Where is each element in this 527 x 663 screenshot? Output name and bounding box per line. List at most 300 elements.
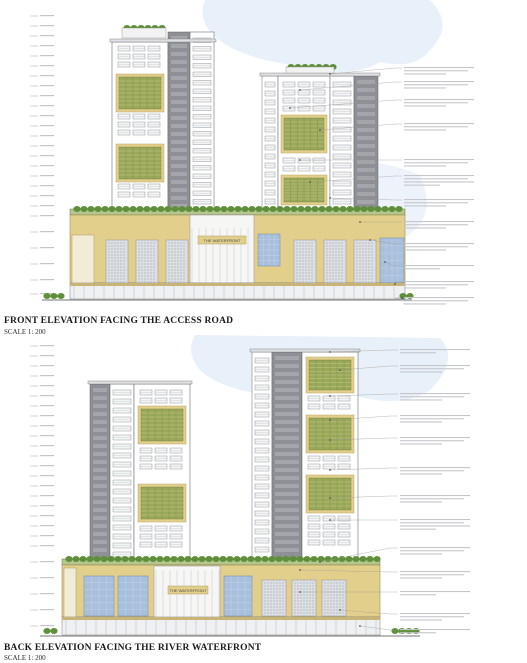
perforation-dot (356, 251, 357, 252)
perforation-dot (138, 245, 139, 246)
perforation-dot (302, 248, 303, 249)
perforation-dot (138, 263, 139, 264)
perforation-dot (359, 242, 360, 243)
perforation-dot (168, 242, 169, 243)
perforation-dot (171, 272, 172, 273)
level-label-line (40, 263, 54, 264)
perforation-dot (294, 612, 295, 613)
perforation-dot (332, 260, 333, 261)
podium-plants (325, 206, 332, 212)
perforation-dot (327, 585, 328, 586)
perforation-dot (123, 245, 124, 246)
perforation-dot (365, 260, 366, 261)
perforation-dot (339, 585, 340, 586)
perforation-dot (362, 254, 363, 255)
perforation-dot (296, 245, 297, 246)
annotation-note (404, 123, 474, 124)
perforation-dot (365, 266, 366, 267)
perforation-dot (117, 242, 118, 243)
leader-dot (329, 351, 331, 353)
level-label-line (40, 75, 54, 76)
perforation-dot (270, 594, 271, 595)
perforation-dot (327, 582, 328, 583)
perforation-dot (330, 588, 331, 589)
grey-core-band (171, 196, 187, 200)
perforation-dot (332, 254, 333, 255)
perforation-dot (305, 245, 306, 246)
leader-dot (329, 73, 331, 75)
perforation-dot (342, 600, 343, 601)
perforation-dot (114, 281, 115, 282)
perforation-dot (359, 281, 360, 282)
perforation-dot (305, 254, 306, 255)
podium-plants (311, 206, 318, 212)
perforation-dot (264, 594, 265, 595)
perforation-dot (141, 266, 142, 267)
perforation-dot (117, 263, 118, 264)
perforation-dot (336, 597, 337, 598)
perforation-dot (332, 272, 333, 273)
perforation-dot (141, 260, 142, 261)
perforation-dot (362, 272, 363, 273)
annotation-note (400, 421, 442, 422)
perforation-dot (330, 585, 331, 586)
annotation-note (404, 202, 468, 203)
perforation-dot (333, 603, 334, 604)
perforation-dot (147, 254, 148, 255)
perforation-dot (362, 242, 363, 243)
perforation-dot (306, 585, 307, 586)
perforation-dot (336, 603, 337, 604)
perforation-dot (371, 248, 372, 249)
grey-core-band (171, 132, 187, 136)
perforation-dot (324, 609, 325, 610)
perforation-dot (368, 245, 369, 246)
perforation-dot (305, 272, 306, 273)
annotation-note (404, 99, 474, 100)
perforation-dot (296, 275, 297, 276)
perforation-dot (329, 269, 330, 270)
perforation-dot (150, 278, 151, 279)
back-elevation-title: BACK ELEVATION FACING THE RIVER WATERFRONT (4, 643, 262, 653)
perforation-dot (338, 281, 339, 282)
perforation-dot (114, 251, 115, 252)
perforation-dot (150, 272, 151, 273)
perforation-dot (144, 248, 145, 249)
perforation-dot (368, 281, 369, 282)
perforation-dot (174, 251, 175, 252)
grey-core-band (171, 76, 187, 80)
perforation-dot (324, 588, 325, 589)
perforation-dot (183, 248, 184, 249)
perforation-dot (336, 588, 337, 589)
perforation-dot (299, 266, 300, 267)
perforation-dot (356, 242, 357, 243)
podium-plants (164, 206, 171, 212)
perforation-dot (299, 263, 300, 264)
perforation-dot (150, 257, 151, 258)
perforation-dot (111, 260, 112, 261)
perforation-dot (282, 597, 283, 598)
perforation-dot (330, 606, 331, 607)
perforation-dot (306, 612, 307, 613)
perforation-dot (371, 263, 372, 264)
perforation-dot (138, 242, 139, 243)
perforation-dot (332, 248, 333, 249)
leader-dot (289, 107, 291, 109)
perforation-dot (144, 278, 145, 279)
perforation-dot (332, 266, 333, 267)
perforation-dot (329, 245, 330, 246)
perforation-dot (282, 588, 283, 589)
podium-plants (192, 206, 199, 212)
annotation-note (404, 185, 440, 186)
perforation-dot (276, 585, 277, 586)
podium-plants (276, 206, 283, 212)
perforation-dot (329, 278, 330, 279)
perforation-dot (311, 272, 312, 273)
grey-core-band (171, 100, 187, 104)
grey-core-band (357, 184, 375, 188)
leader-dot (329, 439, 331, 441)
annotation-note (400, 522, 464, 523)
perforation-dot (309, 588, 310, 589)
level-label-line (40, 485, 54, 486)
perforation-dot (359, 275, 360, 276)
annotation-note (400, 418, 464, 419)
perforation-dot (371, 251, 372, 252)
perforation-dot (296, 242, 297, 243)
perforation-dot (342, 612, 343, 613)
perforation-dot (371, 260, 372, 261)
level-label-line (40, 395, 54, 396)
perforation-dot (311, 245, 312, 246)
perforation-dot (171, 251, 172, 252)
perforation-dot (368, 272, 369, 273)
perforation-dot (312, 609, 313, 610)
perforation-dot (180, 263, 181, 264)
level-label-line (40, 609, 54, 610)
perforation-dot (299, 254, 300, 255)
perforation-dot (282, 612, 283, 613)
perforation-dot (168, 251, 169, 252)
back-podium-plants (261, 556, 268, 562)
perforation-dot (362, 248, 363, 249)
perforation-dot (168, 245, 169, 246)
perforation-dot (329, 248, 330, 249)
perforation-dot (299, 248, 300, 249)
perforation-dot (120, 269, 121, 270)
perforation-dot (270, 609, 271, 610)
annotation-note (400, 371, 442, 372)
level-label-line (40, 345, 54, 346)
perforation-dot (180, 245, 181, 246)
back-podium-plants (184, 556, 191, 562)
annotation-note (400, 467, 470, 468)
perforation-dot (279, 597, 280, 598)
perforation-dot (138, 257, 139, 258)
perforation-dot (324, 594, 325, 595)
grey-core-band (93, 476, 107, 480)
perforation-dot (120, 251, 121, 252)
podium-plants (332, 206, 339, 212)
annotation-note (404, 105, 446, 106)
perforation-dot (120, 263, 121, 264)
perforation-dot (329, 257, 330, 258)
perforation-dot (356, 257, 357, 258)
perforation-dot (267, 582, 268, 583)
perforation-dot (338, 242, 339, 243)
perforation-dot (300, 600, 301, 601)
perforation-dot (362, 266, 363, 267)
perforation-dot (111, 278, 112, 279)
perforation-dot (174, 275, 175, 276)
perforation-dot (335, 254, 336, 255)
level-label-line (40, 65, 54, 66)
perforation-dot (153, 266, 154, 267)
back-ground-plants (43, 628, 50, 634)
perforation-dot (296, 269, 297, 270)
back-podium-plants (317, 556, 324, 562)
perforation-dot (297, 600, 298, 601)
perforation-dot (302, 254, 303, 255)
level-label-line (40, 55, 54, 56)
level-label-line (40, 15, 54, 16)
annotation-note (404, 221, 474, 222)
perforation-dot (335, 245, 336, 246)
perforation-dot (147, 266, 148, 267)
perforation-dot (342, 603, 343, 604)
level-label-line (40, 455, 54, 456)
perforation-dot (147, 275, 148, 276)
perforation-dot (180, 275, 181, 276)
grey-core-band (171, 140, 187, 144)
perforation-dot (297, 588, 298, 589)
perforation-dot (305, 281, 306, 282)
perforation-dot (329, 254, 330, 255)
perforation-dot (362, 260, 363, 261)
perforation-dot (147, 263, 148, 264)
podium-plants (136, 206, 143, 212)
podium-plants (241, 206, 248, 212)
perforation-dot (302, 251, 303, 252)
level-label-line (40, 465, 54, 466)
perforation-dot (180, 257, 181, 258)
perforation-dot (362, 251, 363, 252)
podium-plants (395, 206, 402, 212)
perforation-dot (306, 594, 307, 595)
back-podium-plants (345, 556, 352, 562)
perforation-dot (309, 612, 310, 613)
perforation-dot (171, 269, 172, 270)
perforation-dot (117, 245, 118, 246)
perforation-dot (138, 278, 139, 279)
annotation-note (404, 246, 468, 247)
back-podium-plants (240, 556, 247, 562)
perforation-dot (302, 260, 303, 261)
perforation-dot (282, 591, 283, 592)
perforation-dot (339, 606, 340, 607)
perforation-dot (297, 591, 298, 592)
perforation-dot (330, 609, 331, 610)
perforation-dot (276, 609, 277, 610)
perforation-dot (294, 597, 295, 598)
perforation-dot (279, 591, 280, 592)
annotation-note (404, 178, 468, 179)
perforation-dot (273, 612, 274, 613)
grey-core-band (275, 420, 299, 424)
annotation-note (404, 84, 468, 85)
perforation-dot (153, 242, 154, 243)
perforation-dot (138, 254, 139, 255)
perforation-dot (327, 600, 328, 601)
grey-core-band (357, 192, 375, 196)
perforation-dot (339, 582, 340, 583)
perforation-dot (183, 254, 184, 255)
leader-dot (299, 591, 301, 593)
podium-plants (199, 206, 206, 212)
perforation-dot (117, 257, 118, 258)
perforation-dot (362, 281, 363, 282)
perforation-dot (300, 603, 301, 604)
perforation-dot (336, 609, 337, 610)
podium-plants (318, 206, 325, 212)
grey-core-band (93, 468, 107, 472)
perforation-dot (138, 248, 139, 249)
perforation-dot (305, 275, 306, 276)
back-podium-plants (303, 556, 310, 562)
grey-core-band (93, 460, 107, 464)
annotation-note (400, 550, 464, 551)
perforation-dot (177, 269, 178, 270)
grey-core-band (93, 428, 107, 432)
perforation-dot (144, 242, 145, 243)
back-podium-plants (198, 556, 205, 562)
perforation-dot (123, 251, 124, 252)
grey-core-band (93, 444, 107, 448)
perforation-dot (303, 606, 304, 607)
perforation-dot (341, 242, 342, 243)
perforation-dot (356, 266, 357, 267)
perforation-dot (270, 582, 271, 583)
perforation-dot (138, 272, 139, 273)
grey-core-band (93, 548, 107, 552)
annotation-note (400, 399, 442, 400)
perforation-dot (180, 242, 181, 243)
grey-core-band (275, 532, 299, 536)
perforation-dot (308, 260, 309, 261)
perforation-dot (303, 597, 304, 598)
perforation-dot (123, 272, 124, 273)
perforated-panel (294, 240, 316, 284)
leader-dot (319, 129, 321, 131)
leader-dot (329, 519, 331, 521)
perforation-dot (359, 251, 360, 252)
perforation-dot (177, 254, 178, 255)
perforation-dot (114, 248, 115, 249)
perforation-dot (329, 266, 330, 267)
perforation-dot (279, 600, 280, 601)
perforation-dot (108, 278, 109, 279)
perforation-dot (305, 242, 306, 243)
perforation-dot (326, 275, 327, 276)
leader-dot (329, 419, 331, 421)
grey-core-band (171, 164, 187, 168)
grey-core-band (275, 508, 299, 512)
level-label-line (40, 385, 54, 386)
leader-dot (329, 469, 331, 471)
grey-core-band (171, 68, 187, 72)
annotation-note (404, 297, 474, 298)
podium-plants (87, 206, 94, 212)
podium-plants (143, 206, 150, 212)
annotation-note (400, 473, 442, 474)
perforation-dot (270, 600, 271, 601)
perforation-dot (296, 272, 297, 273)
perforation-dot (114, 245, 115, 246)
perforation-dot (308, 257, 309, 258)
perforation-dot (267, 594, 268, 595)
back-right-strip (252, 352, 272, 560)
perforation-dot (330, 612, 331, 613)
perforation-dot (341, 266, 342, 267)
left-tower-parapet (110, 39, 216, 42)
perforation-dot (326, 278, 327, 279)
grey-core-band (357, 144, 375, 148)
perforation-dot (171, 281, 172, 282)
perforation-dot (365, 245, 366, 246)
perforation-dot (150, 281, 151, 282)
entrance-sign-text: THE WATERFRONT (203, 238, 241, 243)
perforation-dot (299, 242, 300, 243)
perforation-dot (308, 248, 309, 249)
perforation-dot (300, 585, 301, 586)
perforation-dot (306, 588, 307, 589)
annotation-note (404, 224, 468, 225)
back-podium-plants (226, 556, 233, 562)
perforation-dot (359, 266, 360, 267)
perforation-dot (335, 269, 336, 270)
annotation-note (400, 577, 442, 578)
perforation-dot (308, 254, 309, 255)
perforation-dot (300, 582, 301, 583)
perforation-dot (356, 245, 357, 246)
level-label-line (40, 215, 54, 216)
podium-plants (346, 206, 353, 212)
perforation-dot (144, 272, 145, 273)
perforation-dot (177, 242, 178, 243)
perforation-dot (276, 591, 277, 592)
perforation-dot (123, 242, 124, 243)
perforation-dot (120, 257, 121, 258)
perforation-dot (168, 257, 169, 258)
perforation-dot (339, 597, 340, 598)
perforation-dot (183, 266, 184, 267)
perforation-dot (117, 281, 118, 282)
perforation-dot (297, 597, 298, 598)
perforation-dot (368, 263, 369, 264)
perforation-dot (297, 594, 298, 595)
grey-core-band (93, 516, 107, 520)
perforation-dot (330, 603, 331, 604)
annotation-note (404, 126, 468, 127)
perforation-dot (114, 266, 115, 267)
perforation-dot (342, 585, 343, 586)
perforation-dot (111, 242, 112, 243)
perforation-dot (174, 272, 175, 273)
perforation-dot (270, 603, 271, 604)
perforation-dot (335, 272, 336, 273)
